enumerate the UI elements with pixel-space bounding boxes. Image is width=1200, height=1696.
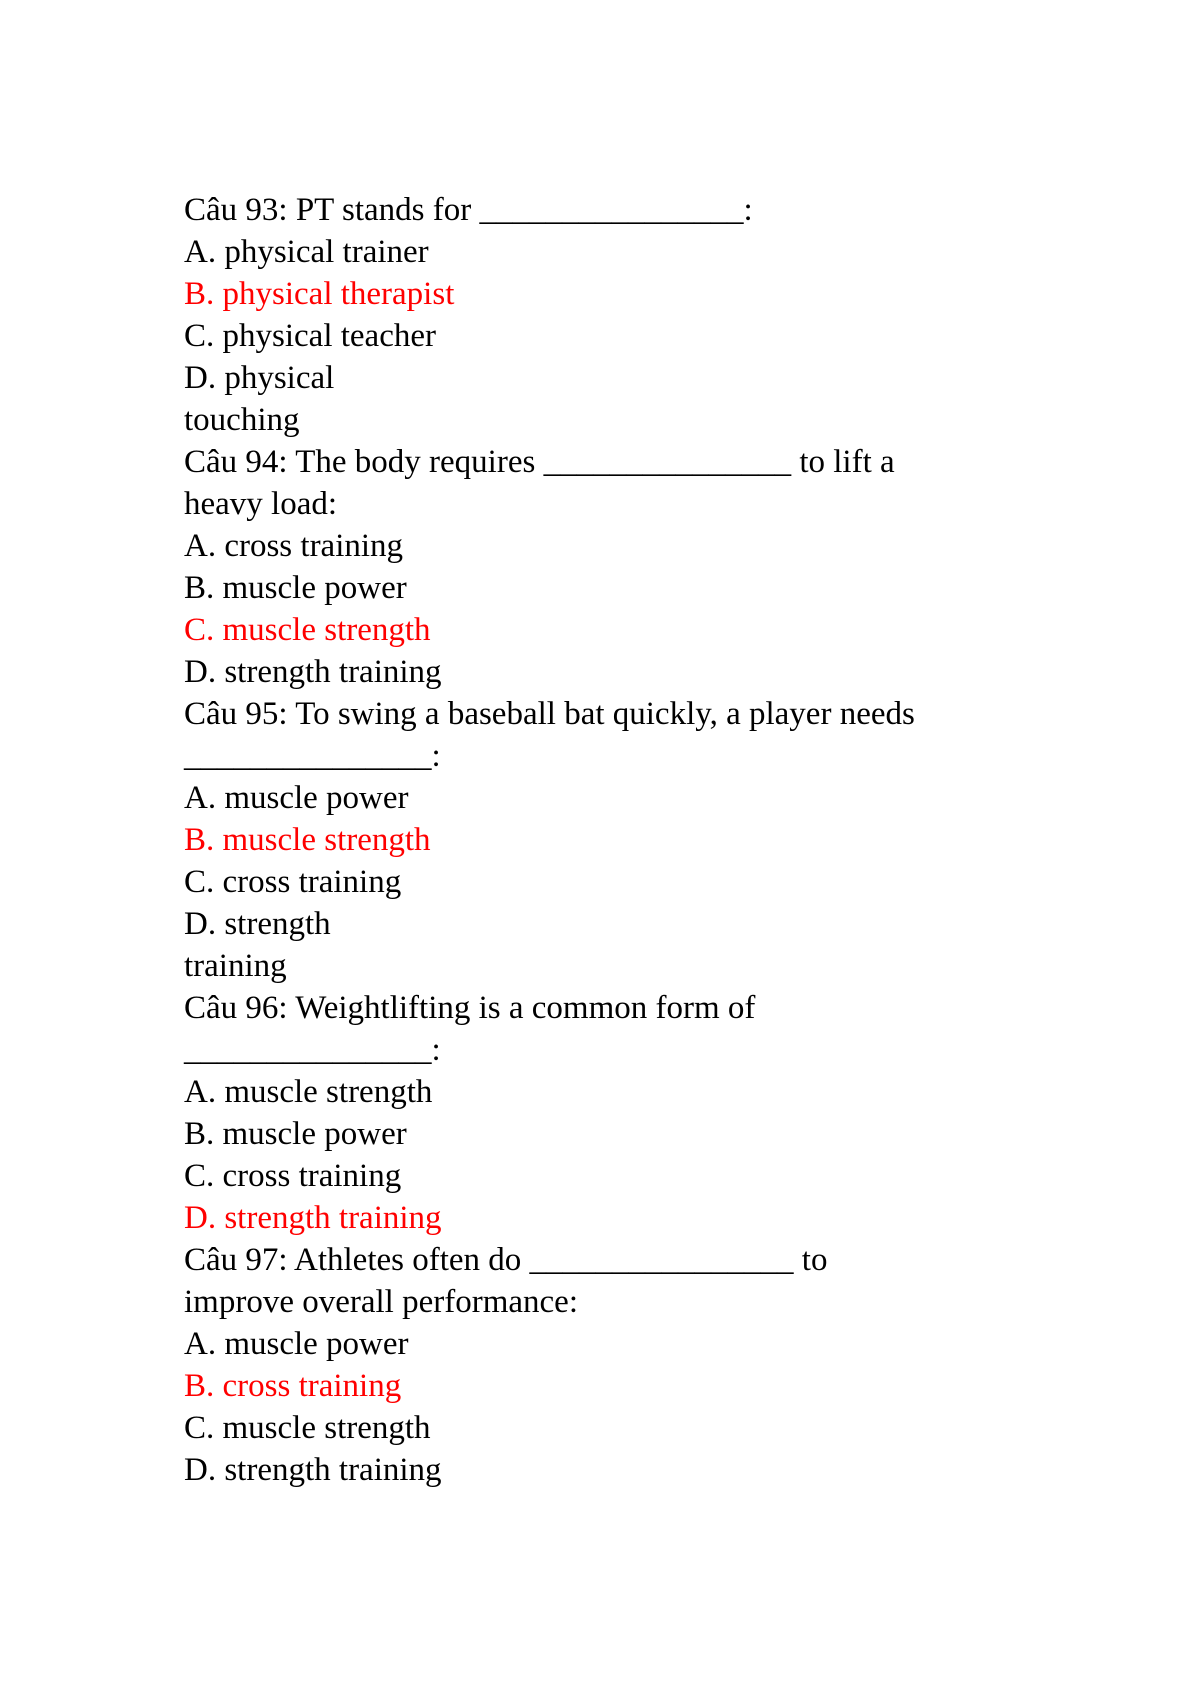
question-94-option-b: B. muscle power: [184, 570, 407, 606]
question-97-option-d: D. strength training: [184, 1452, 442, 1488]
question-96-option-c: C. cross training: [184, 1158, 402, 1194]
question-93-text: Câu 93: PT stands for ________________:: [184, 192, 753, 228]
question-94-option-c-correct-answer: C. muscle strength: [184, 612, 431, 648]
question-96-text-continued: _______________:: [184, 1032, 441, 1068]
question-94-text: Câu 94: The body requires _______________ to lift a: [184, 444, 895, 480]
question-95-option-d-continued: training: [184, 948, 287, 984]
question-97-option-b-correct-answer: B. cross training: [184, 1368, 402, 1404]
question-93-option-b-correct-answer: B. physical therapist: [184, 276, 455, 312]
question-95-option-a: A. muscle power: [184, 780, 409, 816]
question-93-option-d-continued: touching: [184, 402, 300, 438]
question-97: [184, 1239, 1014, 1491]
question-93: [184, 189, 1014, 441]
question-list: [184, 189, 1014, 1491]
question-94: [184, 441, 1014, 693]
question-95-option-c: C. cross training: [184, 864, 402, 900]
question-97-text-continued: improve overall performance:: [184, 1284, 578, 1320]
question-94-option-d: D. strength training: [184, 654, 442, 690]
question-96-option-d-correct-answer: D. strength training: [184, 1200, 442, 1236]
question-93-option-a: A. physical trainer: [184, 234, 429, 270]
question-95: [184, 693, 1014, 987]
question-96-option-b: B. muscle power: [184, 1116, 407, 1152]
question-96-option-a: A. muscle strength: [184, 1074, 433, 1110]
question-95-text: Câu 95: To swing a baseball bat quickly, a player needs: [184, 696, 915, 732]
question-93-option-d: D. physical: [184, 360, 335, 396]
question-97-option-a: A. muscle power: [184, 1326, 409, 1362]
question-97-option-c: C. muscle strength: [184, 1410, 431, 1446]
question-96: [184, 987, 1014, 1239]
question-95-text-continued: _______________:: [184, 738, 441, 774]
question-97-text: Câu 97: Athletes often do ________________ to: [184, 1242, 828, 1278]
question-94-option-a: A. cross training: [184, 528, 404, 564]
question-95-option-d: D. strength: [184, 906, 331, 942]
question-94-text-continued: heavy load:: [184, 486, 338, 522]
question-93-option-c: C. physical teacher: [184, 318, 436, 354]
question-96-text: Câu 96: Weightlifting is a common form of: [184, 990, 756, 1026]
question-95-option-b-correct-answer: B. muscle strength: [184, 822, 431, 858]
